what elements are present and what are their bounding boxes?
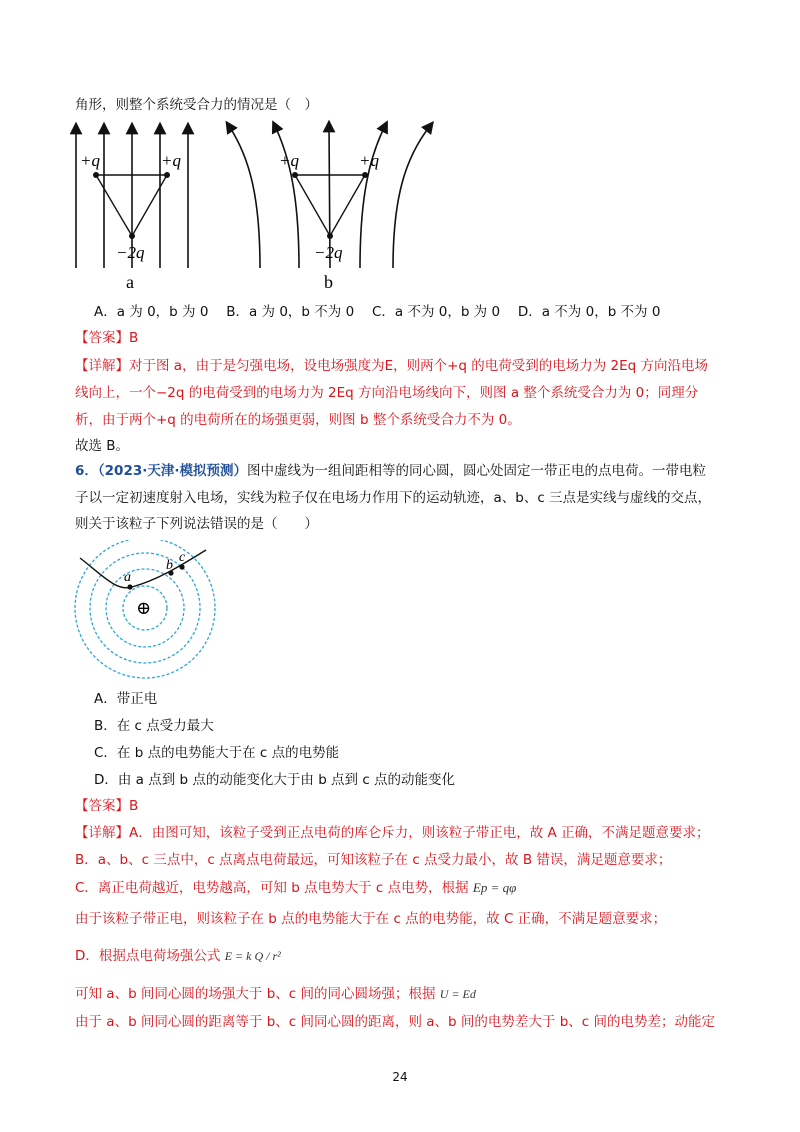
page-number: 24 (392, 1070, 408, 1084)
q6-detail-line: 【详解】A．由图可知，该粒子受到正点电荷的库仑斥力，则该粒子带正电，故 A 正确，不满足题意要求； (75, 825, 710, 841)
q6-option-b: B．在 c 点受力最大 (94, 718, 214, 734)
point-b-label: b (166, 558, 173, 573)
fig-a-minus: −2q (116, 243, 145, 262)
fig-b-minus: −2q (314, 243, 343, 262)
fig-b-plus-left: +q (279, 151, 299, 170)
figure-a-uniform-field (70, 118, 200, 293)
q6-source: （2023·天津·模拟预测） (97, 463, 247, 479)
q6-stem-line: 则关于该粒子下列说法错误的是（ ） (75, 516, 318, 532)
q5-answer: 【答案】B (75, 330, 139, 346)
q6-detail-line: C．离正电荷越近，电势越高，可知 b 点电势大于 c 点电势，根据 Ep = qφ (75, 880, 517, 896)
q5-conclusion: 故选 B。 (75, 438, 130, 454)
q5-stem-tail: 角形，则整个系统受合力的情况是（ ） (75, 97, 318, 113)
q6-detail-line: 由于该粒子带正电，则该粒子在 b 点的电势能大于在 c 点的电势能，故 C 正确，不满足题意要求； (75, 911, 667, 927)
q5-options: A．a 为 0，b 为 0 B．a 为 0，b 不为 0 C．a 不为 0，b 为 0 D．a 不为 0，b 不为 0 (94, 304, 661, 320)
q6-detail-line: 由于 a、b 间同心圆的距离等于 b、c 间同心圆的距离，则 a、b 间的电势差大于 b、c 间的电势差；动能定 (75, 1014, 715, 1030)
q6-stem (75, 461, 706, 481)
q6-stem-line: 图中虚线为一组间距相等的同心圆，圆心处固定一带正电的点电荷。一带电粒 (247, 463, 706, 479)
figure-concentric-circles (72, 540, 222, 680)
fig-a-plus-right: +q (161, 151, 181, 170)
figure-b-nonuniform-field (225, 118, 445, 293)
q6-detail-line: B．a、b、c 三点中，c 点离点电荷最远，可知该粒子在 c 点受力最小，故 B 错误，满足题意要求； (75, 852, 672, 868)
center-charge-symbol: ⊕ (136, 598, 152, 618)
point-a-label: a (124, 570, 131, 585)
q6-number: 6． (75, 463, 98, 479)
q6-stem-line: 子以一定初速度射入电场，实线为粒子仅在电场力作用下的运动轨迹，a、b、c 三点是实线与虚线的交点， (75, 490, 712, 506)
fig-a-plus-left: +q (80, 151, 100, 170)
q6-detail-line: 可知 a、b 间同心圆的场强大于 b、c 间的同心圆场强；根据 U = Ed (75, 986, 476, 1002)
q6-option-c: C．在 b 点的电势能大于在 c 点的电势能 (94, 745, 340, 761)
q5-detail-line: 【详解】对于图 a，由于是匀强电场，设电场强度为E，则两个+q 的电荷受到的电场力为 2Eq 方向沿电场 (75, 358, 709, 374)
q6-answer: 【答案】B (75, 798, 139, 814)
formula-ep: Ep = qφ (472, 880, 517, 895)
q6-detail-line: D．根据点电荷场强公式 E = k Q / r² (75, 948, 281, 964)
fig-b-plus-right: +q (359, 151, 379, 170)
q5-detail-line: 线向上，一个−2q 的电荷受到的电场力为 2Eq 方向沿电场线向下，则图 a 整个系统受合力为 0；同理分 (75, 385, 699, 401)
q6-option-d: D．由 a 点到 b 点的动能变化大于由 b 点到 c 点的动能变化 (94, 772, 456, 788)
formula-e: E = k Q / r² (224, 949, 281, 963)
point-c-label: c (179, 550, 186, 565)
fig-a-label: a (126, 272, 134, 292)
q6-option-a: A．带正电 (94, 691, 158, 707)
q5-detail-line: 析，由于两个+q 的电荷所在的场强更弱，则图 b 整个系统受合力不为 0。 (75, 412, 521, 428)
formula-u: U = Ed (439, 987, 476, 1001)
fig-b-label: b (324, 272, 333, 292)
